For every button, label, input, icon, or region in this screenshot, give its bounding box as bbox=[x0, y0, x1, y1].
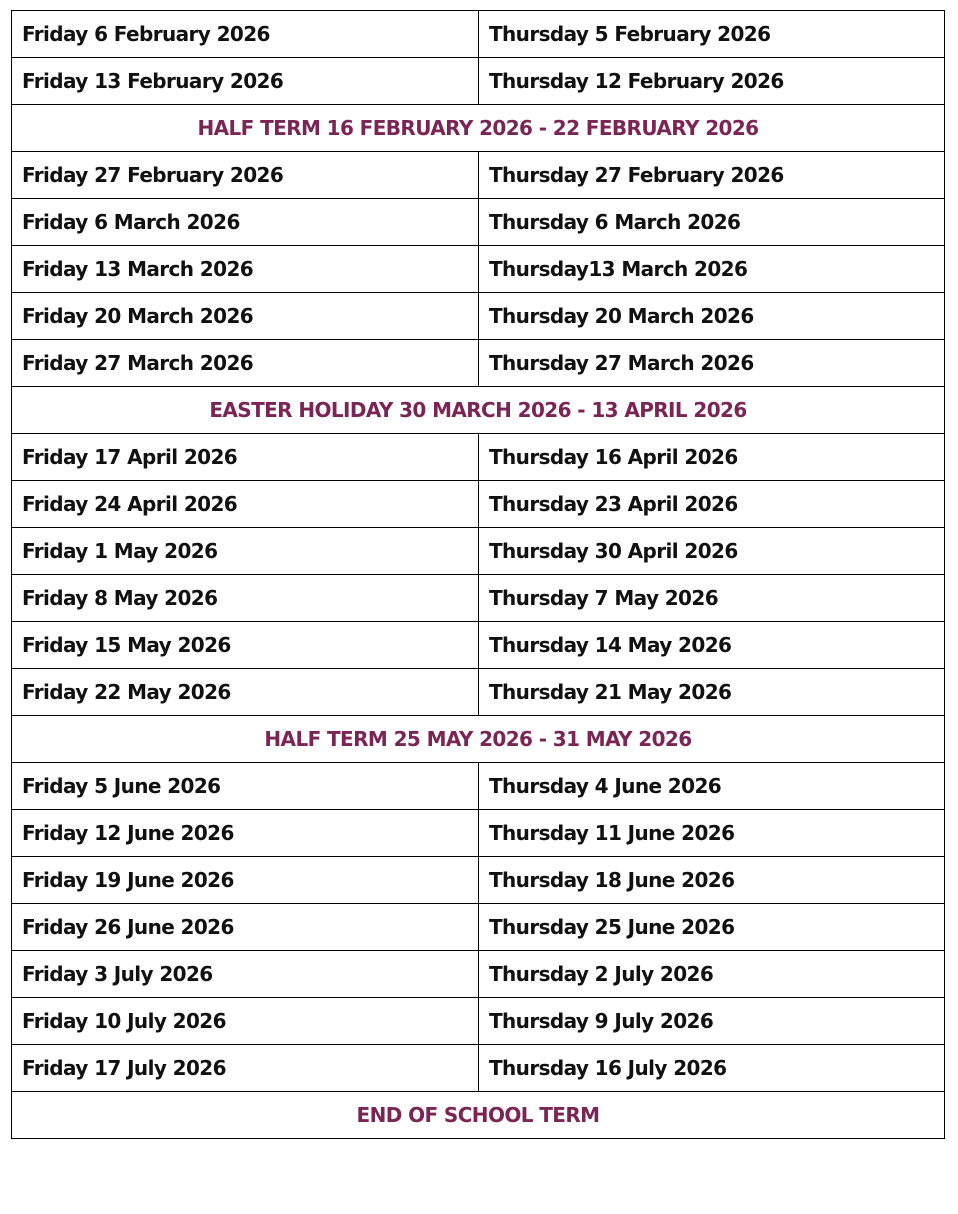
friday-date-cell: Friday 10 July 2026 bbox=[12, 998, 479, 1045]
table-row bbox=[12, 340, 945, 387]
thursday-date-cell: Thursday 11 June 2026 bbox=[479, 810, 945, 857]
thursday-date-cell: Thursday 2 July 2026 bbox=[479, 951, 945, 998]
friday-date-cell: Friday 22 May 2026 bbox=[12, 669, 479, 716]
thursday-date-cell: Thursday 6 March 2026 bbox=[479, 199, 945, 246]
thursday-date-cell: Thursday 9 July 2026 bbox=[479, 998, 945, 1045]
table-row bbox=[12, 58, 945, 105]
thursday-date-cell: Thursday 23 April 2026 bbox=[479, 481, 945, 528]
friday-date-cell: Friday 13 February 2026 bbox=[12, 58, 479, 105]
table-row bbox=[12, 434, 945, 481]
thursday-date-cell: Thursday 16 April 2026 bbox=[479, 434, 945, 481]
thursday-date-cell: Thursday 27 February 2026 bbox=[479, 152, 945, 199]
table-row bbox=[12, 669, 945, 716]
holiday-banner: EASTER HOLIDAY 30 MARCH 2026 - 13 APRIL 2026 bbox=[12, 387, 945, 434]
table-row bbox=[12, 11, 945, 58]
thursday-date-cell: Thursday 16 July 2026 bbox=[479, 1045, 945, 1092]
friday-date-cell: Friday 8 May 2026 bbox=[12, 575, 479, 622]
term-dates-table bbox=[11, 10, 945, 1139]
holiday-banner-row bbox=[12, 387, 945, 434]
friday-date-cell: Friday 20 March 2026 bbox=[12, 293, 479, 340]
friday-date-cell: Friday 19 June 2026 bbox=[12, 857, 479, 904]
friday-date-cell: Friday 17 July 2026 bbox=[12, 1045, 479, 1092]
thursday-date-cell: Thursday 30 April 2026 bbox=[479, 528, 945, 575]
friday-date-cell: Friday 27 February 2026 bbox=[12, 152, 479, 199]
friday-date-cell: Friday 3 July 2026 bbox=[12, 951, 479, 998]
table-row bbox=[12, 951, 945, 998]
table-row bbox=[12, 246, 945, 293]
table-row bbox=[12, 528, 945, 575]
thursday-date-cell: Thursday13 March 2026 bbox=[479, 246, 945, 293]
holiday-banner-row bbox=[12, 105, 945, 152]
friday-date-cell: Friday 27 March 2026 bbox=[12, 340, 479, 387]
thursday-date-cell: Thursday 7 May 2026 bbox=[479, 575, 945, 622]
thursday-date-cell: Thursday 4 June 2026 bbox=[479, 763, 945, 810]
friday-date-cell: Friday 17 April 2026 bbox=[12, 434, 479, 481]
table-row bbox=[12, 857, 945, 904]
friday-date-cell: Friday 6 February 2026 bbox=[12, 11, 479, 58]
thursday-date-cell: Thursday 5 February 2026 bbox=[479, 11, 945, 58]
term-dates-body bbox=[12, 11, 945, 1139]
friday-date-cell: Friday 15 May 2026 bbox=[12, 622, 479, 669]
friday-date-cell: Friday 26 June 2026 bbox=[12, 904, 479, 951]
table-row bbox=[12, 293, 945, 340]
holiday-banner: HALF TERM 25 MAY 2026 - 31 MAY 2026 bbox=[12, 716, 945, 763]
friday-date-cell: Friday 6 March 2026 bbox=[12, 199, 479, 246]
holiday-banner: HALF TERM 16 FEBRUARY 2026 - 22 FEBRUARY 2026 bbox=[12, 105, 945, 152]
table-row bbox=[12, 904, 945, 951]
thursday-date-cell: Thursday 21 May 2026 bbox=[479, 669, 945, 716]
thursday-date-cell: Thursday 12 February 2026 bbox=[479, 58, 945, 105]
table-row bbox=[12, 810, 945, 857]
table-row bbox=[12, 199, 945, 246]
thursday-date-cell: Thursday 20 March 2026 bbox=[479, 293, 945, 340]
table-row bbox=[12, 481, 945, 528]
thursday-date-cell: Thursday 14 May 2026 bbox=[479, 622, 945, 669]
table-row bbox=[12, 998, 945, 1045]
holiday-banner-row bbox=[12, 716, 945, 763]
holiday-banner: END OF SCHOOL TERM bbox=[12, 1092, 945, 1139]
thursday-date-cell: Thursday 27 March 2026 bbox=[479, 340, 945, 387]
table-row bbox=[12, 1045, 945, 1092]
holiday-banner-row bbox=[12, 1092, 945, 1139]
thursday-date-cell: Thursday 25 June 2026 bbox=[479, 904, 945, 951]
friday-date-cell: Friday 12 June 2026 bbox=[12, 810, 479, 857]
friday-date-cell: Friday 13 March 2026 bbox=[12, 246, 479, 293]
friday-date-cell: Friday 1 May 2026 bbox=[12, 528, 479, 575]
table-row bbox=[12, 575, 945, 622]
thursday-date-cell: Thursday 18 June 2026 bbox=[479, 857, 945, 904]
table-row bbox=[12, 763, 945, 810]
friday-date-cell: Friday 5 June 2026 bbox=[12, 763, 479, 810]
friday-date-cell: Friday 24 April 2026 bbox=[12, 481, 479, 528]
table-row bbox=[12, 152, 945, 199]
table-row bbox=[12, 622, 945, 669]
